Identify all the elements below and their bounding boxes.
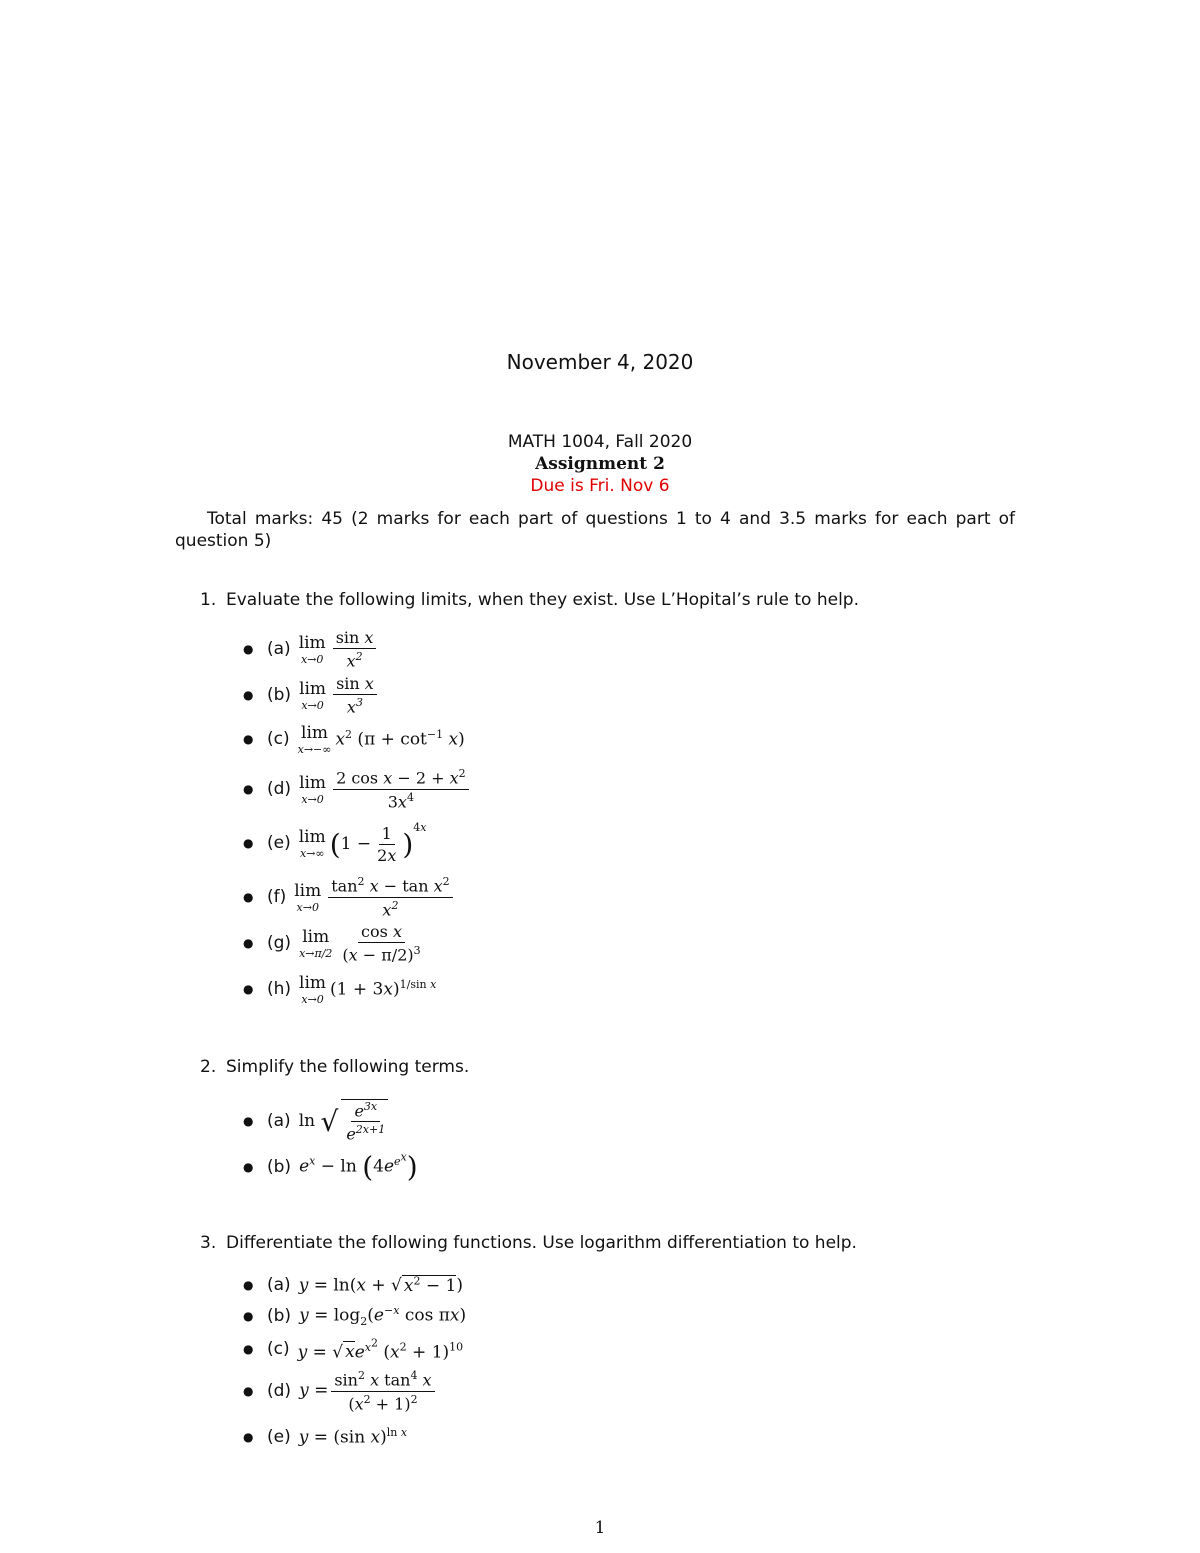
limit-operator: lim x→0 [299,678,327,712]
limit-operator: lim x→∞ [298,826,326,860]
question-text: Evaluate the following limits, when they exist. Use L’Hopital’s rule to help. [226,590,859,610]
page-number: 1 [594,1518,606,1538]
bullet-icon: ● [243,982,254,996]
fraction: $\frac{\text{cos x}}{(x - \pi/2)^3}$ [342,921,421,965]
limit-operator: lim x→0 [299,972,327,1006]
q2-item-a [243,1098,391,1144]
bullet-icon: ● [243,1384,254,1398]
q2-item-b [243,1144,418,1190]
fraction: $\frac{\tan^2 x - \tan x^2}{x^2}$ [328,875,452,919]
q1-item-a [243,626,379,672]
due-date: Due is Fri. Nov 6 [530,476,670,496]
fraction: $\frac{\text{sin x}}{x^3}$ [333,674,377,716]
question-1 [200,590,859,610]
item-label: (a) [267,1111,291,1131]
expression: y = √ $xe^{x^2}$ $(x^2 + 1)^{10}$ [297,1335,464,1363]
document-date: November 4, 2020 [506,350,694,374]
item-label: (b) [267,685,292,705]
question-number: 3. [200,1233,217,1253]
fraction: $\frac{2 \cos x - 2 + x^2}{3x^4}$ [333,767,469,811]
item-label: (b) [267,1157,292,1177]
item-label: (g) [267,933,292,953]
question-text: Simplify the following terms. [226,1057,470,1077]
item-label: (c) [267,729,290,749]
q3-item-d [243,1368,438,1414]
limit-operator: lim x→0 [299,772,327,806]
marks-note: Total marks: 45 (2 marks for each part of questions 1 to 4 and 3.5 marks for each part of question 5) [175,509,1015,551]
item-label: (d) [267,1381,292,1401]
limit-operator: lim x→0 [294,880,322,914]
bullet-icon: ● [243,1430,254,1444]
limit-operator: lim x→π/2 [299,926,333,960]
bullet-icon: ● [243,642,254,656]
question-2 [200,1057,469,1077]
fraction: $\frac{\text{sin x}}{x^2}$ [333,628,377,670]
bullet-icon: ● [243,1278,254,1292]
item-label: (f) [267,887,287,907]
bullet-icon: ● [243,782,254,796]
expression: y = (sin x)$^{ln x}$ [298,1426,408,1448]
expression: $e^x - \ln (4e^{e^x})$ [299,1150,418,1184]
limit-operator: lim x→−∞ [297,722,332,756]
item-label: (e) [267,1427,291,1447]
bullet-icon: ● [243,732,254,746]
item-label: (b) [267,1306,292,1326]
assignment-title: Assignment 2 [535,454,665,474]
q1-item-b [243,672,380,718]
question-number: 2. [200,1057,217,1077]
item-label: (h) [267,979,292,999]
q3-item-e [243,1414,407,1460]
q1-item-c [243,716,465,762]
q1-item-f [243,874,456,920]
course-title: MATH 1004, Fall 2020 [507,432,693,452]
item-label: (a) [267,639,291,659]
q1-item-e [243,820,427,866]
q1-item-h [243,966,436,1012]
expression: $x^2$ $(\pi + \cot^{-1} x)$ [335,728,465,750]
expression: ln √ $\frac{e^{3x}}{e^{2x+1}}$ [299,1099,392,1144]
expression: (1 − $\frac{1}{2x}$ )$^{4x}$ [329,821,427,865]
item-label: (d) [267,779,292,799]
expression: $y = \log_2(e^{-x}$ cos πx) [299,1303,467,1329]
bullet-icon: ● [243,890,254,904]
item-label: (c) [267,1339,290,1359]
q1-item-g [243,920,427,966]
bullet-icon: ● [243,688,254,702]
bullet-icon: ● [243,1309,254,1323]
item-label: (e) [267,833,291,853]
bullet-icon: ● [243,1342,254,1356]
item-label: (a) [267,1275,291,1295]
expression: y = ln(x + √ $x^2 - 1$) [298,1274,463,1296]
expression: $(1 + 3x)^{1/sin x}$ [330,978,437,1000]
q1-item-d [243,766,472,812]
bullet-icon: ● [243,836,254,850]
q3-item-c [243,1326,463,1372]
limit-operator: lim x→0 [298,632,326,666]
question-3 [200,1233,857,1253]
question-text: Differentiate the following functions. Use logarithm differentiation to help. [226,1233,857,1253]
question-number: 1. [200,590,217,610]
bullet-icon: ● [243,1160,254,1174]
bullet-icon: ● [243,936,254,950]
expression: y = $\frac{\sin^2 x \tan^4 x}{(x^2 + 1)^2}$ [299,1369,438,1413]
bullet-icon: ● [243,1114,254,1128]
